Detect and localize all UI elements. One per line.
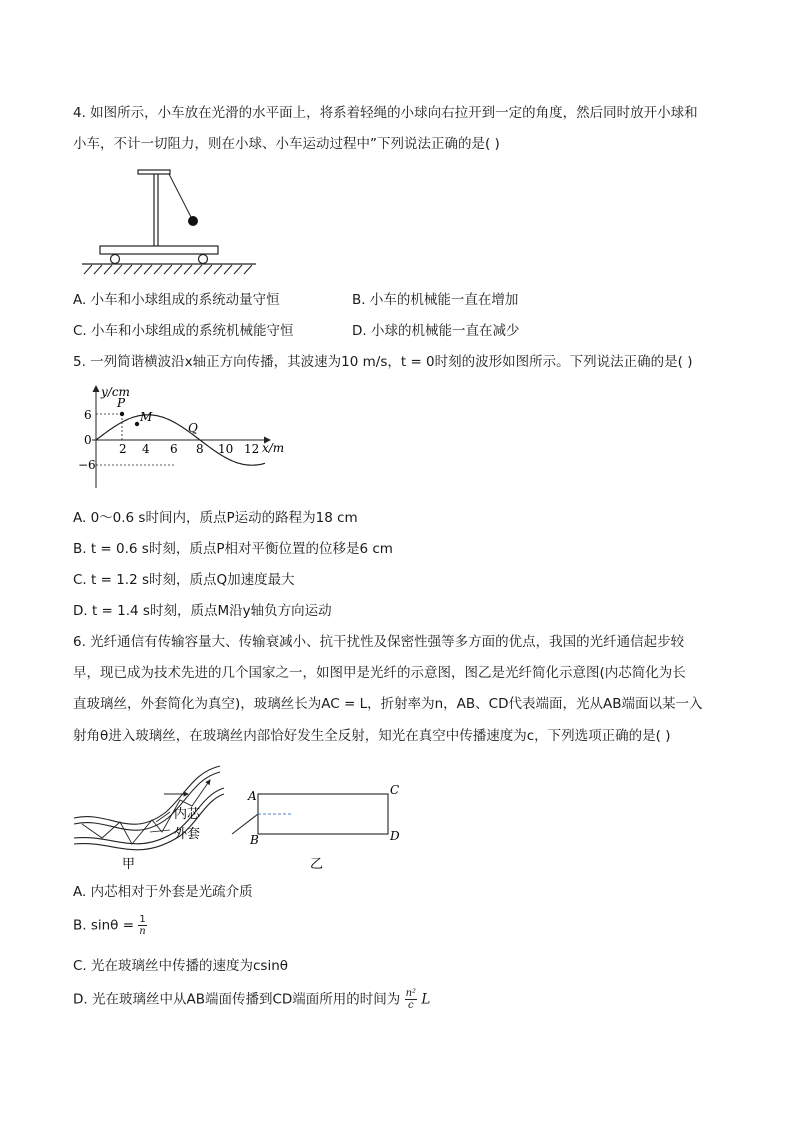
q4-option-a[interactable]: A. 小车和小球组成的系统动量守恒 (73, 292, 280, 308)
caption-yi: 乙 (310, 857, 324, 872)
x-axis-label: x/m (262, 441, 285, 455)
cart-pendulum-figure (78, 164, 260, 276)
x-tick-6: 6 (170, 442, 178, 456)
y-axis-label: y/cm (101, 385, 130, 399)
q6-option-a[interactable]: A. 内芯相对于外套是光疏介质 (73, 884, 253, 900)
glass-fiber-rect (258, 794, 388, 834)
cart-body (100, 246, 218, 254)
corner-b: B (250, 833, 259, 847)
q5-option-d[interactable]: D. t = 1.4 s时刻，质点M沿y轴负方向运动 (73, 603, 332, 619)
q6-stem-line3: 直玻璃丝，外套简化为真空)，玻璃丝长为AC = L，折射率为n，AB、CD代表端面，光从AB端面以某一入 (73, 696, 703, 712)
label-core: 内芯 (174, 807, 201, 822)
label-q: Q (188, 421, 198, 435)
fiber-figure-yi (226, 780, 406, 872)
x-tick-4: 4 (142, 442, 150, 456)
label-m: M (140, 410, 153, 424)
fraction-denominator: n (139, 926, 146, 937)
x-tick-12: 12 (244, 442, 260, 456)
label-cladding: 外套 (174, 827, 201, 842)
q4-option-c[interactable]: C. 小车和小球组成的系统机械能守恒 (73, 323, 294, 339)
q5-stem: 5. 一列简谐横波沿x轴正方向传播，其波速为10 m/s，t = 0时刻的波形如图所示。下列说法正确的是( ) (73, 354, 693, 370)
q6-option-b[interactable] (73, 914, 147, 944)
q6-option-d-prefix: D. 光在玻璃丝中从AB端面传播到CD端面所用的时间为 (73, 991, 401, 1008)
label-p: P (117, 396, 126, 410)
corner-c: C (390, 783, 400, 797)
q6-option-b-prefix: B. sinθ = (73, 917, 139, 934)
fraction-numerator: 1 (139, 914, 146, 925)
pendulum-top-bar (138, 170, 170, 174)
pendulum-string (169, 174, 192, 219)
q6-option-d-suffix: L (421, 991, 431, 1008)
corner-d: D (390, 829, 400, 843)
q4-stem-line1: 4. 如图所示，小车放在光滑的水平面上，将系着轻绳的小球向右拉开到一定的角度，然后同时放开小球和 (73, 105, 698, 121)
q6-option-b-fraction (138, 914, 146, 937)
q4-stem-line2: 小车，不计一切阻力，则在小球、小车运动过程中”下列说法正确的是( ) (73, 136, 500, 152)
fiber-figure-jia (70, 760, 230, 872)
incident-ray (232, 814, 258, 834)
fraction-denominator: c (408, 1000, 414, 1011)
q5-option-a[interactable]: A. 0～0.6 s时间内，质点P运动的路程为18 cm (73, 510, 358, 526)
q6-option-d-fraction (405, 988, 417, 1011)
q6-stem-line2: 早，现已成为技术先进的几个国家之一，如图甲是光纤的示意图，图乙是光纤简化示意图(内芯简化为长 (73, 665, 686, 681)
x-tick-2: 2 (119, 442, 127, 456)
x-tick-8: 8 (196, 442, 204, 456)
q6-option-c[interactable]: C. 光在玻璃丝中传播的速度为csinθ (73, 958, 289, 974)
fraction-numerator: n² (405, 988, 417, 999)
point-m (135, 422, 139, 426)
q5-option-b[interactable]: B. t = 0.6 s时刻，质点P相对平衡位置的位移是6 cm (73, 541, 393, 557)
caption-jia: 甲 (122, 857, 136, 872)
q6-option-d[interactable] (73, 988, 430, 1018)
q4-option-b[interactable]: B. 小车的机械能一直在增加 (352, 292, 519, 308)
x-tick-10: 10 (218, 442, 234, 456)
corner-a: A (248, 789, 257, 803)
cart-wheel (111, 255, 120, 264)
wave-graph (74, 380, 304, 492)
cart-wheel (199, 255, 208, 264)
point-p (120, 412, 124, 416)
y-tick-neg6: −6 (78, 458, 96, 472)
pendulum-ball (188, 216, 198, 226)
q4-option-d[interactable]: D. 小球的机械能一直在减少 (352, 323, 520, 339)
y-tick-6: 6 (84, 408, 92, 422)
q6-stem-line1: 6. 光纤通信有传输容量大、传输衰减小、抗干扰性及保密性强等多方面的优点，我国的光纤通信起步较 (73, 634, 685, 650)
q5-option-c[interactable]: C. t = 1.2 s时刻，质点Q加速度最大 (73, 572, 295, 588)
q6-stem-line4: 射角θ进入玻璃丝，在玻璃丝内部恰好发生全反射，知光在真空中传播速度为c，下列选项正确的是( ) (73, 728, 671, 744)
y-tick-0: 0 (84, 433, 92, 447)
